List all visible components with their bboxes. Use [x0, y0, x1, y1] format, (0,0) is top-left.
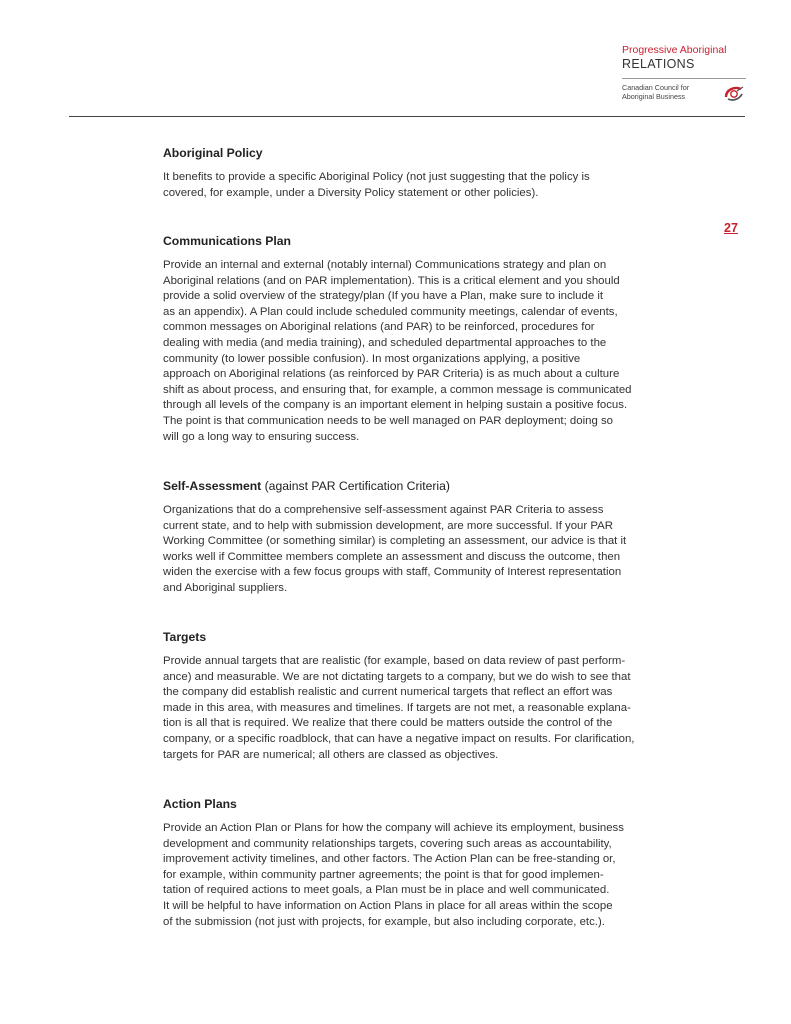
- heading-text: Aboriginal Policy: [163, 146, 263, 160]
- brand-org-line2: Aboriginal Business: [622, 91, 686, 101]
- brand-divider: [622, 78, 746, 79]
- paragraph-line: targets for PAR are numerical; all others are classed as objectives.: [163, 748, 499, 761]
- section-heading: [163, 796, 673, 812]
- section-heading: [163, 145, 673, 161]
- brand-org-line1: Canadian Council for: [622, 83, 690, 92]
- header-rule: [69, 116, 745, 117]
- heading-text: Targets: [163, 630, 207, 644]
- section-heading: [163, 233, 673, 249]
- paragraph-line: common messages on Aboriginal relations (and PAR) to be reinforced, procedures for: [163, 321, 595, 334]
- paragraph-line: Organizations that do a comprehensive self-assessment against PAR Criteria to assess: [163, 504, 604, 516]
- section-heading: [163, 478, 673, 494]
- section-self-assessment: [163, 478, 673, 597]
- ccab-swirl-logo-icon: [723, 85, 745, 103]
- paragraph-line: covered, for example, under a Diversity Policy statement or other policies).: [163, 186, 539, 199]
- section-aboriginal-policy: [163, 145, 673, 201]
- section-action-plans: [163, 796, 673, 930]
- paragraph-line: for example, within community partner agreements; the point is that for good implemen-: [163, 868, 604, 881]
- heading-text: Communications Plan: [163, 234, 291, 248]
- paragraph-line: Provide annual targets that are realistic (for example, based on data review of past perform-: [163, 655, 626, 667]
- paragraph-line: works well if Committee members complete an assessment and discuss the outcome, then: [163, 550, 621, 563]
- heading-subtext: (against PAR Certification Criteria): [261, 479, 450, 493]
- paragraph-line: Provide an internal and external (notably internal) Communications strategy and plan on: [163, 259, 607, 271]
- paragraph-line: ance) and measurable. We are not dictating targets to a company, but we do wish to see that: [163, 670, 631, 683]
- paragraph-line: community (to lower possible confusion). In most organizations applying, a positive: [163, 352, 581, 365]
- brand-block: [622, 44, 750, 101]
- paragraph-line: of the submission (not just with projects, for example, but also including corporate, etc.).: [163, 915, 605, 928]
- paragraph-line: Provide an Action Plan or Plans for how the company will achieve its employment, business: [163, 822, 624, 834]
- paragraph-line: shift as about process, and ensuring that, for example, a common message is communicated: [163, 383, 632, 396]
- paragraph-line: current state, and to help with submission development, are more successful. If your PAR: [163, 519, 613, 532]
- section-targets: [163, 629, 673, 763]
- paragraph-line: tation of required actions to meet goals, a Plan must be in place and well communicated.: [163, 884, 610, 897]
- paragraph-line: as an appendix). A Plan could include scheduled community meetings, calendar of events,: [163, 305, 618, 318]
- paragraph-line: Aboriginal relations (and on PAR implementation). This is a critical element and you should: [163, 274, 620, 287]
- section-paragraph: [163, 503, 673, 597]
- paragraph-line: dealing with media (and media training), and scheduled departmental approaches to the: [163, 336, 607, 349]
- paragraph-line: It benefits to provide a specific Aboriginal Policy (not just suggesting that the policy is: [163, 171, 590, 183]
- paragraph-line: Working Committee (or something similar) is completing an assessment, our advice is that it: [163, 535, 627, 548]
- paragraph-line: development and community relationships targets, covering such areas as accountability,: [163, 837, 612, 850]
- section-communications-plan: [163, 233, 673, 445]
- paragraph-line: widen the exercise with a few focus groups with staff, Community of Interest representation: [163, 566, 622, 579]
- paragraph-line: provide a solid overview of the strategy/plan (If you have a Plan, make sure to include it: [163, 290, 604, 303]
- paragraph-line: improvement activity timelines, and other factors. The Action Plan can be free-standing or,: [163, 853, 616, 866]
- paragraph-line: tion is all that is required. We realize that there could be matters outside the control of the: [163, 717, 613, 730]
- paragraph-line: will go a long way to ensuring success.: [163, 430, 360, 443]
- paragraph-line: It will be helpful to have information on Action Plans in place for all areas within the scope: [163, 899, 613, 912]
- heading-text: Action Plans: [163, 797, 237, 811]
- section-paragraph: [163, 258, 673, 445]
- brand-title-line2: RELATIONS: [622, 57, 695, 71]
- section-heading: [163, 629, 673, 645]
- paragraph-line: company, or a specific roadblock, that can have a negative impact on results. For clarification,: [163, 732, 635, 745]
- paragraph-line: the company did establish realistic and current numerical targets that reflect an effort was: [163, 686, 613, 699]
- brand-org: [622, 84, 750, 101]
- section-paragraph: [163, 170, 673, 201]
- paragraph-line: approach on Aboriginal relations (as reinforced by PAR Criteria) is as much about a culture: [163, 368, 620, 381]
- paragraph-line: through all levels of the company is an important element in helping sustain a positive focus.: [163, 399, 628, 412]
- paragraph-line: made in this area, with measures and timelines. If targets are not met, a reasonable explana-: [163, 701, 631, 714]
- paragraph-line: The point is that communication needs to be well managed on PAR deployment; doing so: [163, 414, 613, 427]
- heading-text: Self-Assessment: [163, 479, 262, 493]
- paragraph-line: and Aboriginal suppliers.: [163, 581, 288, 594]
- section-paragraph: [163, 821, 673, 930]
- section-paragraph: [163, 654, 673, 763]
- page-number: 27: [724, 221, 738, 235]
- brand-title-line1: Progressive Aboriginal: [622, 44, 727, 56]
